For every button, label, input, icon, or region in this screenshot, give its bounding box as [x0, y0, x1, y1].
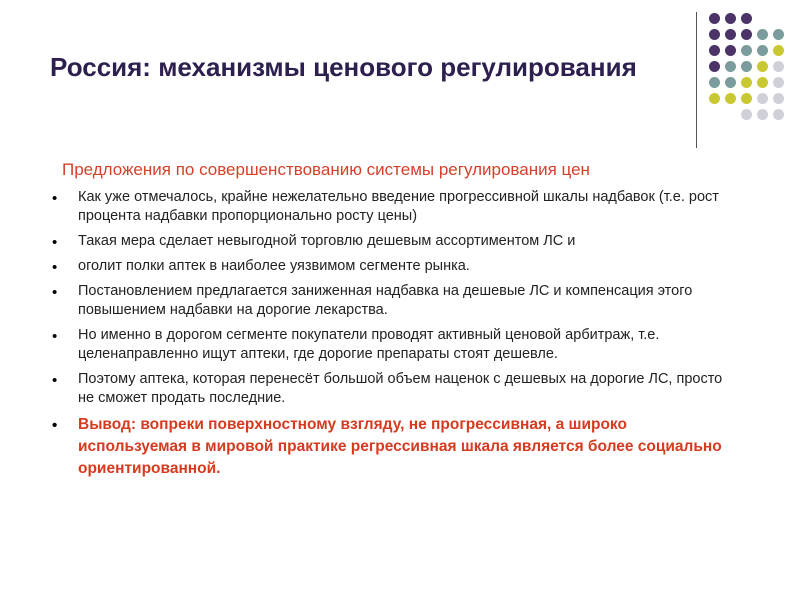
dot-gray	[757, 93, 768, 104]
dot-grid-decoration	[709, 13, 789, 129]
dot-teal	[725, 77, 736, 88]
bullet-text: оголит полки аптек в наиболее уязвимом сегменте рынка.	[78, 258, 470, 274]
dot-teal	[741, 61, 752, 72]
dot-olive	[709, 93, 720, 104]
dot-gray	[773, 61, 784, 72]
dot-teal	[757, 29, 768, 40]
dot-purple	[741, 29, 752, 40]
dot-purple	[725, 45, 736, 56]
conclusion-text: Вывод: вопреки поверхностному взгляду, не прогрессивная, а широко используемая в мировой практике регрессивная шкала является более социально ориентированной.	[78, 416, 722, 477]
bullet-item	[50, 257, 740, 276]
header-divider	[696, 12, 697, 148]
dot-purple	[709, 45, 720, 56]
dot-purple	[741, 13, 752, 24]
dot-olive	[741, 93, 752, 104]
dot-purple	[725, 29, 736, 40]
bullet-icon: •	[52, 234, 58, 251]
bullet-item	[50, 370, 740, 408]
bullet-text: Поэтому аптека, которая перенесёт большой объем наценок с дешевых на дорогие ЛС, просто не сможет продать последние.	[78, 371, 723, 406]
dot-gray	[757, 109, 768, 120]
conclusion-item	[50, 414, 740, 480]
dot-olive	[741, 77, 752, 88]
bullet-icon: •	[52, 417, 58, 434]
dot-olive	[773, 45, 784, 56]
bullet-item	[50, 282, 740, 320]
bullet-list	[50, 188, 740, 486]
dot-gray	[773, 93, 784, 104]
dot-gray	[773, 77, 784, 88]
dot-teal	[757, 45, 768, 56]
bullet-item	[50, 326, 740, 364]
bullet-icon: •	[52, 284, 58, 301]
bullet-icon: •	[52, 190, 58, 207]
dot-olive	[757, 61, 768, 72]
dot-purple	[709, 29, 720, 40]
bullet-item	[50, 232, 740, 251]
dot-teal	[709, 77, 720, 88]
bullet-text: Такая мера сделает невыгодной торговлю дешевым ассортиментом ЛС и	[78, 233, 576, 249]
dot-teal	[741, 45, 752, 56]
dot-purple	[709, 61, 720, 72]
dot-gray	[773, 109, 784, 120]
slide-subtitle: Предложения по совершенствованию системы регулирования цен	[62, 160, 590, 179]
dot-purple	[709, 13, 720, 24]
dot-olive	[757, 77, 768, 88]
bullet-text: Но именно в дорогом сегменте покупатели проводят активный ценовой арбитраж, т.е. целенаправленно ищут аптеки, где дорогие препараты стоят дешевле.	[78, 327, 660, 362]
bullet-item	[50, 188, 740, 226]
bullet-text: Как уже отмечалось, крайне нежелательно введение прогрессивной шкалы надбавок (т.е. рост процента надбавки пропорционально росту цены)	[78, 189, 719, 224]
bullet-icon: •	[52, 328, 58, 345]
bullet-text: Постановлением предлагается заниженная надбавка на дешевые ЛС и компенсация этого повышением надбавки на дорогие лекарства.	[78, 283, 693, 318]
dot-teal	[773, 29, 784, 40]
dot-olive	[725, 93, 736, 104]
bullet-icon: •	[52, 259, 58, 276]
dot-gray	[741, 109, 752, 120]
slide-title: Россия: механизмы ценового регулирования	[50, 52, 637, 82]
dot-teal	[725, 61, 736, 72]
bullet-icon: •	[52, 372, 58, 389]
dot-purple	[725, 13, 736, 24]
